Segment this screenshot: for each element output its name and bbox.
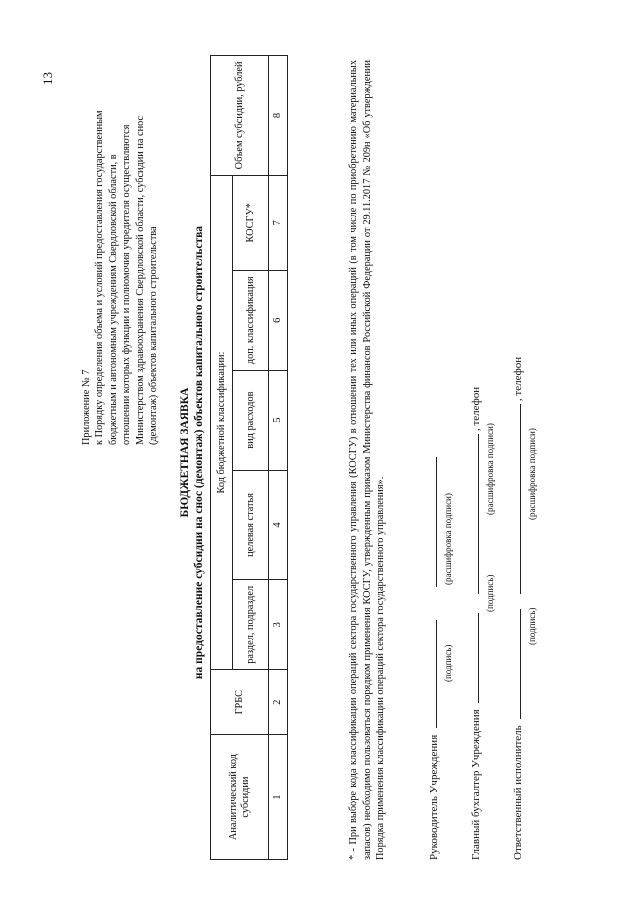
footnote: * - При выборе кода классификации операций сектора государственного управления (КОСГУ) в отношении тех или иных операций (в том числе по приобретению материальных запасов) необходимо пользоваться порядком применения КОСГУ, утвержденным приказом Министерства финансов Российской Федерации от 29.11.2017 № 209н «Об утверждении Порядка применения классификации операций сектора государственного управления». <box>348 60 387 860</box>
signature-line <box>426 620 437 728</box>
decode-line <box>510 404 521 594</box>
signature-line <box>468 613 479 703</box>
signature-executor: Ответственный исполнитель , телефон <box>512 356 524 860</box>
signature-caption: (подпись) <box>485 574 495 612</box>
header-budget-classification: Код бюджетной классификации: <box>211 175 233 669</box>
signature-head <box>426 457 440 860</box>
header-subsidy-amount: Объем субсидии, рублей <box>211 56 269 176</box>
appendix-line: Министерством здравоохранения Свердловской области, субсидии на снос <box>134 115 146 445</box>
document-title <box>178 45 206 860</box>
table-cell: 1 <box>269 735 288 860</box>
signature-caption: (подпись) <box>443 644 453 682</box>
decode-line <box>468 434 479 594</box>
rotated-content <box>40 45 600 860</box>
phone-label: телефон <box>512 356 524 396</box>
appendix-header <box>80 50 160 445</box>
header-grbs: ГРБС <box>211 670 269 735</box>
table-cell: 7 <box>269 175 288 270</box>
table-cell: 8 <box>269 56 288 176</box>
page-number: 13 <box>40 72 55 85</box>
appendix-line: отношении которых функции и полномочия учредителя осуществляются <box>121 124 133 445</box>
accountant-label: Главный бухгалтер Учреждения <box>470 709 482 860</box>
decode-caption: (расшифровка подписи) <box>527 428 537 520</box>
table-cell: 2 <box>269 670 288 735</box>
decode-line <box>426 457 437 587</box>
table-number-row <box>269 56 288 860</box>
header-expense-type: вид расходов <box>233 370 269 470</box>
head-label: Руководитель Учреждения <box>428 734 440 860</box>
appendix-line: Приложение № 7 <box>81 369 92 445</box>
appendix-line: к Порядку определения объема и условий предоставления государственным <box>94 110 106 445</box>
signature-caption: (подпись) <box>527 607 537 645</box>
title-main: БЮДЖЕТНАЯ ЗАЯВКА <box>179 387 191 518</box>
phone-label: телефон <box>470 386 482 426</box>
header-additional-class: доп. классификация <box>233 270 269 370</box>
header-section: раздел, подраздел <box>233 580 269 670</box>
budget-table <box>210 55 288 860</box>
decode-caption: (расшифровка подписи) <box>443 493 453 585</box>
signature-accountant: Главный бухгалтер Учреждения , телефон <box>470 386 482 860</box>
executor-label: Ответственный исполнитель <box>512 725 524 860</box>
decode-caption: (расшифровка подписи) <box>485 423 495 515</box>
table-cell: 4 <box>269 470 288 580</box>
signature-line <box>510 609 521 719</box>
header-analytic-code: Аналитический код субсидии <box>211 735 269 860</box>
title-sub: на предоставление субсидии на снос (демонтаж) объектов капитального строительства <box>193 225 205 680</box>
header-target-article: целевая статья <box>233 470 269 580</box>
table-cell: 3 <box>269 580 288 670</box>
table-cell: 5 <box>269 370 288 470</box>
appendix-line: бюджетным и автономным учреждениям Свердловской области, в <box>107 154 119 445</box>
header-kosgu: КОСГУ* <box>233 175 269 270</box>
table-cell: 6 <box>269 270 288 370</box>
appendix-line: (демонтаж) объектов капитального строительства <box>148 226 160 445</box>
